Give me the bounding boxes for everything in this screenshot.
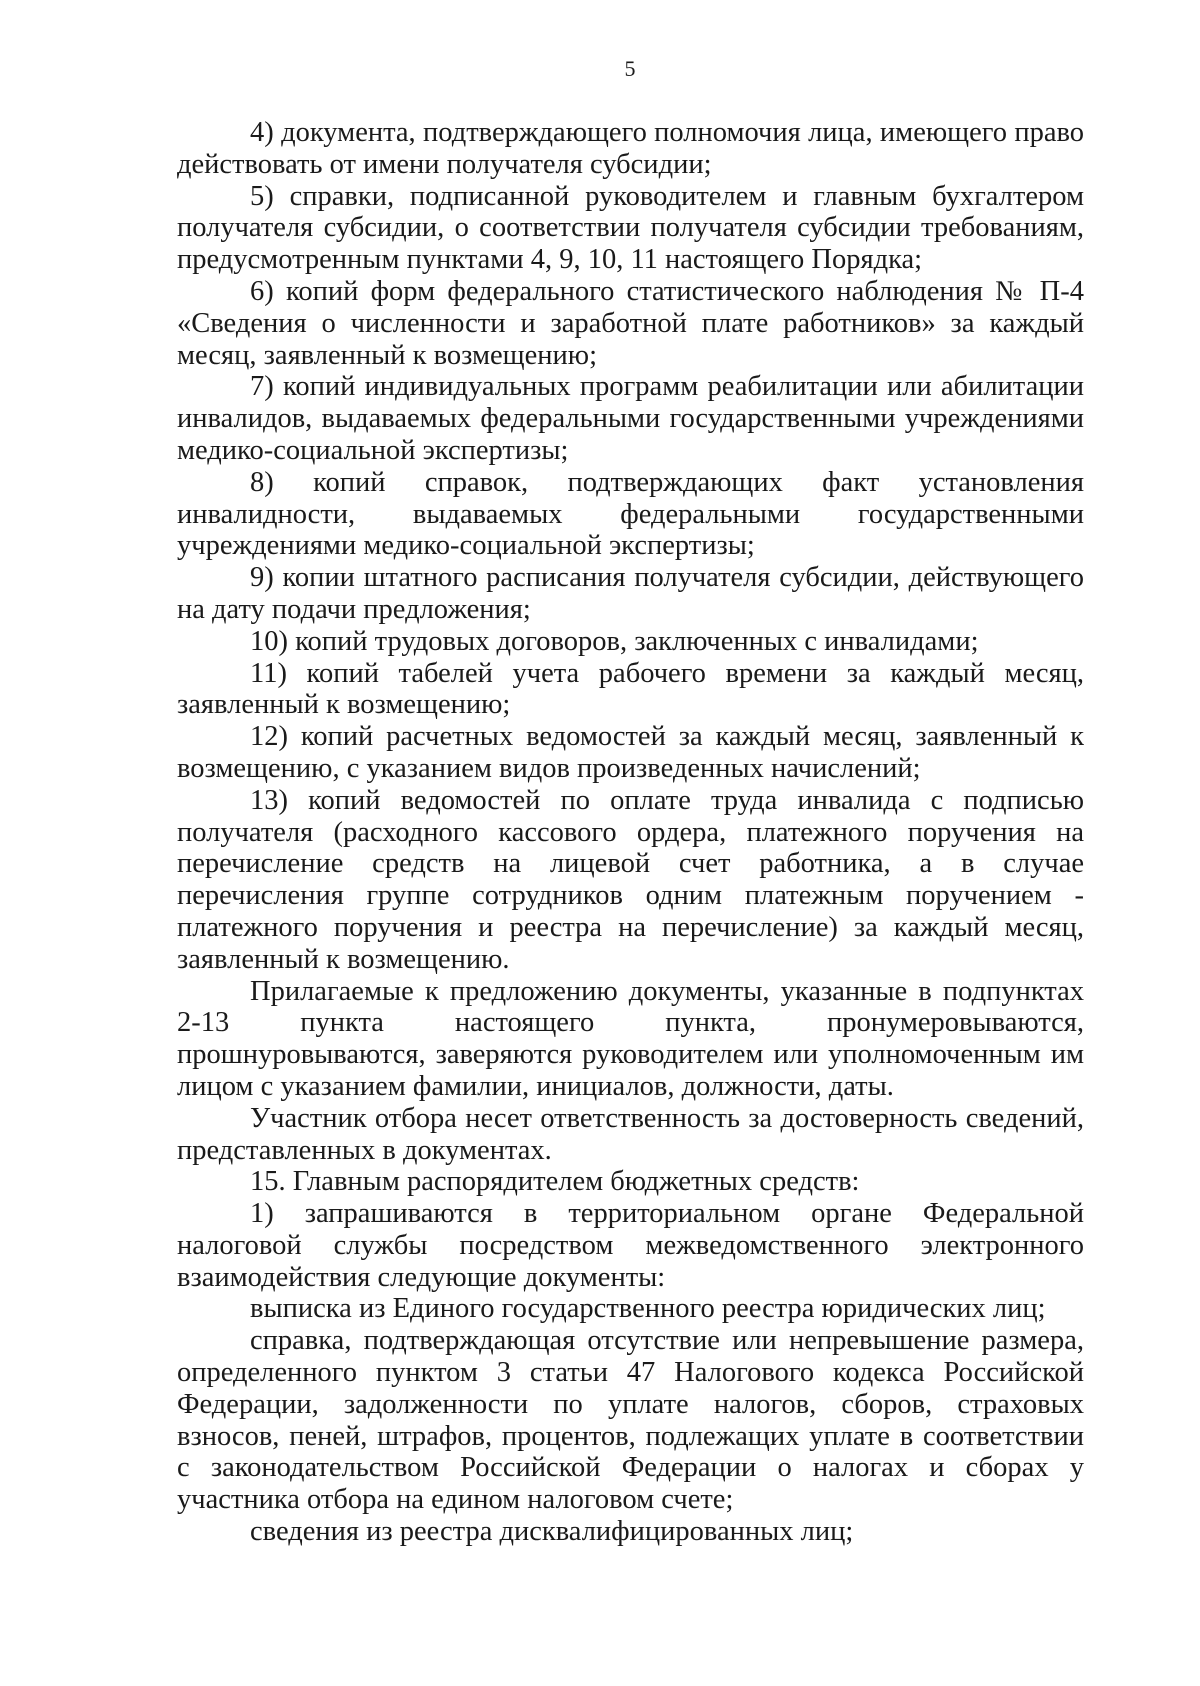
paragraph-egrul-extract: выписка из Единого государственного реестра юридических лиц; — [250, 1293, 1046, 1325]
paragraph-disqualified-registry: сведения из реестра дисквалифицированных лиц; — [250, 1516, 854, 1548]
paragraph-item-8: 8) копий справок, подтверждающих факт установления инвалидности, выдаваемых федеральными государственными учреждениями медико-социальной экспертизы; — [177, 466, 1084, 562]
paragraph-item-11: 11) копий табелей учета рабочего времени за каждый месяц, заявленный к возмещению; — [177, 657, 1084, 721]
paragraph-item-13: 13) копий ведомостей по оплате труда инвалида с подписью получателя (расходного кассового ордера, платежного поручения на перечисление средств на лицевой счет работника, а в случае перечисления группе сотрудников одним платежным поручением - платежного поручения и реестра на перечисление) за каждый месяц, заявленный к возмещению. — [177, 784, 1084, 975]
paragraph-item-4: 4) документа, подтверждающего полномочия лица, имеющего право действовать от имени получателя субсидии; — [177, 117, 1084, 180]
paragraph-requests: 1) запрашиваются в территориальном органе Федеральной налоговой службы посредством межведомственного электронного взаимодействия следующие документы: — [177, 1198, 1084, 1293]
page-number: 5 — [624, 56, 636, 81]
paragraph-item-7: 7) копий индивидуальных программ реабилитации или абилитации инвалидов, выдаваемых федеральными государственными учреждениями медико-социальной экспертизы; — [177, 371, 1084, 466]
paragraph-responsibility: Участник отбора несет ответственность за достоверность сведений, представленных в документах. — [177, 1102, 1084, 1166]
paragraph-section-15: 15. Главным распорядителем бюджетных средств: — [250, 1166, 860, 1198]
paragraph-attachments: Прилагаемые к предложению документы, указанные в подпунктах 2-13 пункта настоящего пункта, пронумеровываются, прошнуровываются, заверяются руководителем или уполномоченным им лицом с указанием фамилии, инициалов, должности, даты. — [177, 975, 1084, 1102]
paragraph-tax-certificate: справка, подтверждающая отсутствие или непревышение размера, определенного пунктом 3 статьи 47 Налогового кодекса Российской Федерации, задолженности по уплате налогов, сборов, страховых взносов, пеней, штрафов, процентов, подлежащих уплате в соответствии с законодательством Российской Федерации о налогах и сборах у участника отбора на едином налоговом счете; — [177, 1325, 1084, 1516]
paragraph-item-9: 9) копии штатного расписания получателя субсидии, действующего на дату подачи предложения; — [177, 562, 1084, 625]
paragraph-item-12: 12) копий расчетных ведомостей за каждый месяц, заявленный к возмещению, с указанием видов произведенных начислений; — [177, 721, 1084, 784]
paragraph-item-5: 5) справки, подписанной руководителем и главным бухгалтером получателя субсидии, о соответствии получателя субсидии требованиям, предусмотренным пунктами 4, 9, 10, 11 настоящего Порядка; — [177, 180, 1084, 276]
document-body — [177, 117, 1084, 1548]
paragraph-item-10: 10) копий трудовых договоров, заключенных с инвалидами; — [250, 625, 979, 657]
paragraph-item-6: 6) копий форм федерального статистического наблюдения № П-4 «Сведения о численности и заработной плате работников» за каждый месяц, заявленный к возмещению; — [177, 275, 1084, 371]
